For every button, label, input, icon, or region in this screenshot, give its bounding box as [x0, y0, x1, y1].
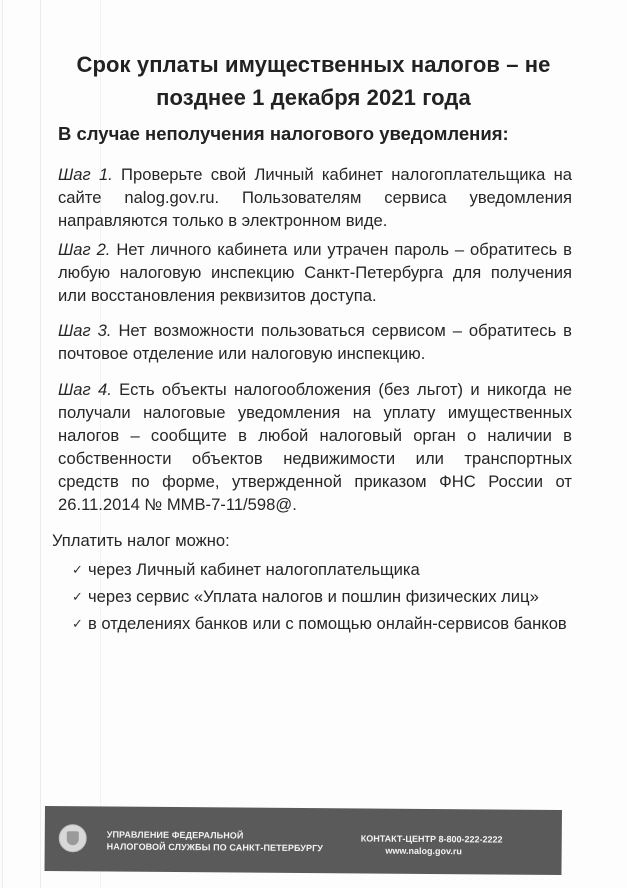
list-item-text: через сервис «Уплата налогов и пошлин физических лиц»	[88, 587, 539, 606]
step-paragraph-3	[58, 319, 572, 365]
step-text: Нет возможности пользоваться сервисом – обратитесь в почтовое отделение или налоговую инспекцию.	[58, 321, 572, 363]
scan-artifact-line	[40, 0, 41, 888]
step-label: Шаг 3.	[58, 321, 112, 340]
website-link: www.nalog.gov.ru	[385, 845, 462, 857]
step-text: Нет личного кабинета или утрачен пароль – обратитесь в любую налоговую инспекцию Санкт-Петербурга для получения или восстановления реквизитов доступа.	[58, 240, 572, 305]
step-paragraph-4	[58, 378, 572, 516]
contact-info	[360, 832, 503, 857]
fns-emblem-icon	[59, 824, 87, 852]
step-text: Есть объекты налогообложения (без льгот) и никогда не получали налоговые уведомления на уплату имущественных налогов – сообщите в любой налоговый орган о наличии в собственности объектов недвижимости или транспортных средств по форме, утвержденной приказом ФНС России от 26.11.2014 № ММВ-7-11/598@.	[58, 380, 573, 514]
list-item-text: через Личный кабинет налогоплательщика	[88, 560, 420, 579]
checkmark-icon: ✓	[72, 562, 83, 577]
step-label: Шаг 1.	[58, 165, 113, 184]
title-line-1: Срок уплаты имущественных налогов – не	[76, 52, 551, 77]
list-item	[72, 558, 572, 581]
step-text: Проверьте свой Личный кабинет налогоплательщика на сайте nalog.gov.ru. Пользователям сервиса уведомления направляются только в электронном виде.	[58, 165, 572, 230]
org-name-line-2: НАЛОГОВОЙ СЛУЖБЫ ПО САНКТ-ПЕТЕРБУРГУ	[106, 841, 324, 854]
contact-center-phone: КОНТАКТ-ЦЕНТР 8-800-222-2222	[360, 833, 503, 845]
payment-methods-list	[72, 558, 572, 639]
step-label: Шаг 2.	[58, 240, 111, 259]
title-line-2: позднее 1 декабря 2021 года	[156, 85, 471, 110]
scan-artifact-line	[2, 0, 3, 888]
organization-name	[107, 828, 324, 854]
checkmark-icon: ✓	[72, 616, 83, 631]
step-paragraph-1	[58, 163, 572, 232]
list-item-text: в отделениях банков или с помощью онлайн-сервисов банков	[88, 614, 567, 633]
list-item	[72, 612, 572, 635]
payment-methods-intro: Уплатить налог можно:	[52, 531, 230, 550]
org-name-line-1: УПРАВЛЕНИЕ ФЕДЕРАЛЬНОЙ	[106, 829, 244, 841]
list-item	[72, 585, 572, 608]
footer-band	[44, 806, 561, 875]
step-paragraph-2	[58, 238, 572, 307]
step-label: Шаг 4.	[58, 380, 112, 399]
page-title	[40, 48, 587, 114]
section-heading: В случае неполучения налогового уведомления:	[58, 123, 509, 144]
checkmark-icon: ✓	[72, 589, 83, 604]
